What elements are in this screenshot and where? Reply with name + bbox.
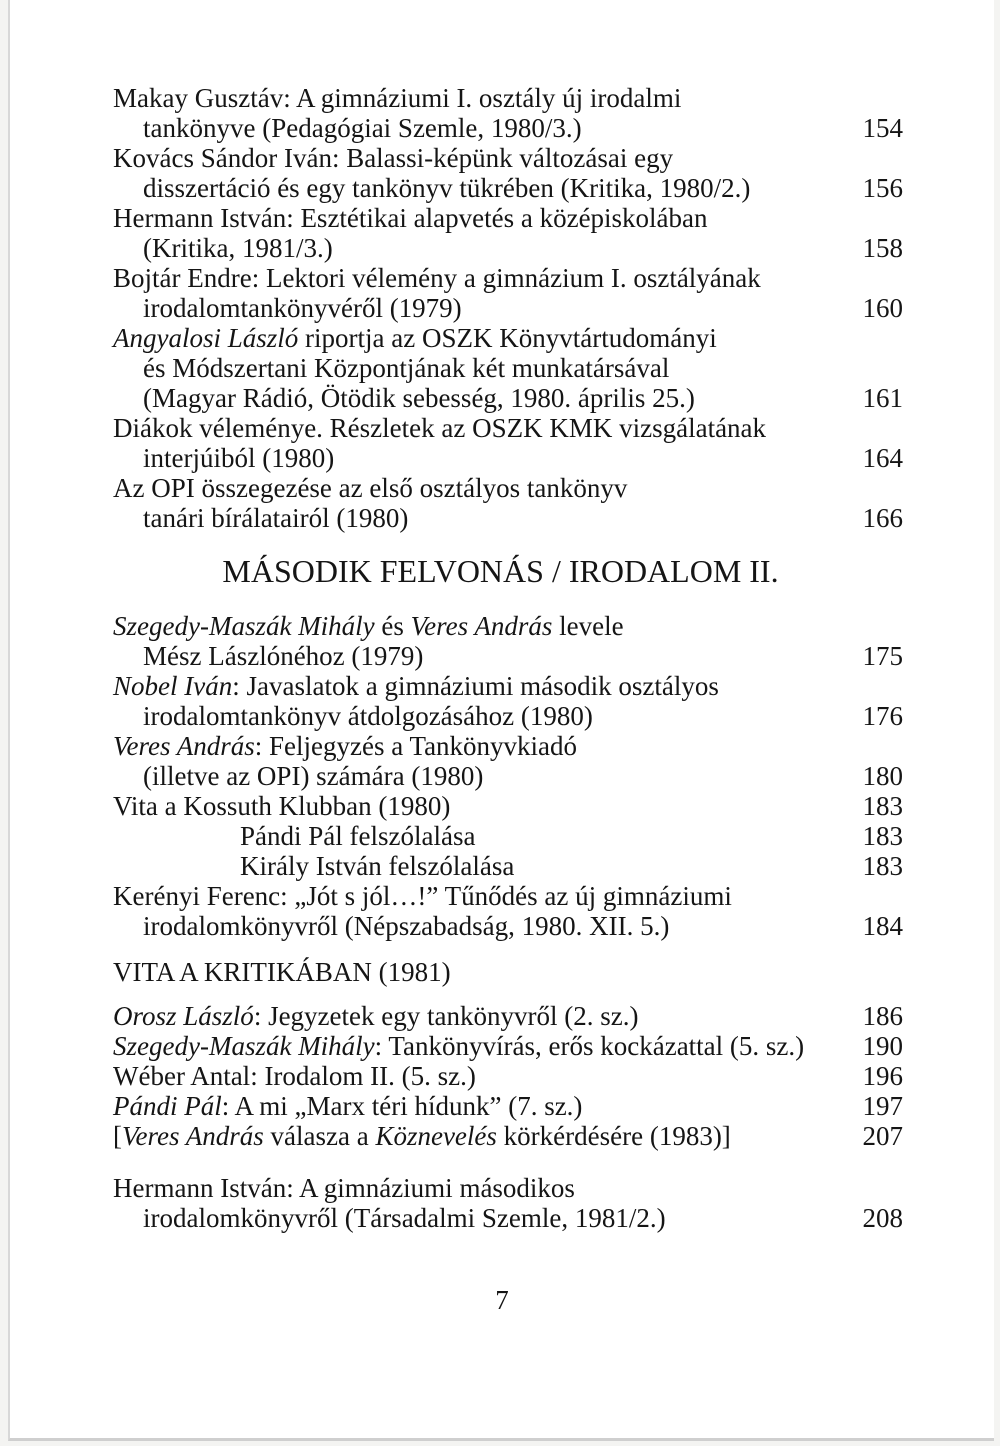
entry-line: irodalomkönyvről (Társadalmi Szemle, 1981/2.) [143,1203,666,1233]
entry-line [113,1031,903,1061]
page-ref: 180 [862,761,903,791]
page-ref: 186 [862,1001,903,1031]
author-name: Veres András [122,1121,264,1151]
page-ref: 154 [862,113,903,143]
entry-line [113,1001,903,1031]
entry-text: levele [552,611,624,641]
toc-entry-opi [113,473,903,533]
entry-text: : Tankönyvírás, erős kockázattal (5. sz.) [374,1031,805,1061]
entry-line [113,611,903,641]
entry-line: és Módszertani Központjának két munkatársával [143,353,670,383]
entry-text: : Javaslatok a gimnáziumi második osztályos [232,671,719,701]
entry-line [113,1121,903,1151]
entry-text: válasza a [263,1121,376,1151]
entry-line: Az OPI összegezése az első osztályos tankönyv [113,473,628,503]
entry-line: irodalomkönyvről (Népszabadság, 1980. XII. 5.) [143,911,670,941]
toc-entry-kiraly-felszolalas [113,851,903,881]
author-name: Pándi Pál [113,1091,222,1121]
page-ref: 156 [862,173,903,203]
entry-line: Hermann István: Esztétikai alapvetés a középiskolában [113,203,708,233]
entry-line: Kovács Sándor Iván: Balassi-képünk változásai egy [113,143,674,173]
entry-line: Wéber Antal: Irodalom II. (5. sz.) [113,1061,476,1091]
subsection-heading: VITA A KRITIKÁBAN (1981) [113,957,451,987]
section-heading: MÁSODIK FELVONÁS / IRODALOM II. [222,553,779,589]
toc-entry-bojtar [113,263,903,323]
toc-entry-weber [113,1061,903,1091]
toc-entry-hermann-esztetikai [113,203,903,263]
entry-line [113,1091,903,1121]
book-page [8,0,994,1441]
author-name: Szegedy-Maszák Mihály [113,1031,375,1061]
entry-line [113,731,903,761]
entry-line: (Kritika, 1981/3.) [143,233,333,263]
author-name: Veres András [113,731,255,761]
author-name: Veres András [410,611,553,641]
author-name: Orosz László [113,1001,254,1031]
entry-line: tankönyve (Pedagógiai Szemle, 1980/3.) [143,113,582,143]
page-ref: 160 [862,293,903,323]
page-ref: 190 [862,1031,903,1061]
toc-entry-pandi-felszolalas [113,821,903,851]
page-ref: 196 [862,1061,903,1091]
entry-line: irodalomtankönyvéről (1979) [143,293,462,323]
entry-line: tanári bírálatairól (1980) [143,503,409,533]
entry-line: Makay Gusztáv: A gimnáziumi I. osztály új irodalmi [113,83,682,113]
page-ref: 183 [862,821,903,851]
journal-name: Köznevelés [375,1121,497,1151]
page-ref: 197 [862,1091,903,1121]
entry-line: (Magyar Rádió, Ötödik sebesség, 1980. április 25.) [143,383,695,413]
entry-text: : Jegyzetek egy tankönyvről (2. sz.) [253,1001,639,1031]
entry-text: körkérdésére (1983)] [496,1121,731,1151]
entry-line: Diákok véleménye. Részletek az OSZK KMK vizsgálatának [113,413,767,443]
entry-text: : Feljegyzés a Tankönyvkiadó [254,731,578,761]
page-ref: 161 [862,383,903,413]
toc-entry-nobel [113,671,903,731]
page-ref: 184 [862,911,903,941]
toc-entry-makay [113,83,903,143]
entry-text: riportja az OSZK Könyvtártudományi [298,323,717,353]
toc-entry-diakok [113,413,903,473]
toc-entry-veres-valasza [113,1121,903,1151]
page-ref: 166 [862,503,903,533]
page-ref: 158 [862,233,903,263]
page-ref: 183 [862,851,903,881]
page-ref: 176 [862,701,903,731]
page-ref: 164 [862,443,903,473]
toc-entry-vita-kossuth [113,791,903,821]
entry-line: Kerényi Ferenc: „Jót s jól…!” Tűnődés az új gimnáziumi [113,881,732,911]
page-ref: 207 [862,1121,903,1151]
entry-line: Király István felszólalása [240,851,515,881]
toc-entry-angyalosi [113,323,903,413]
page-ref: 175 [862,641,903,671]
entry-line: Pándi Pál felszólalása [240,821,476,851]
entry-line [113,671,903,701]
table-of-contents [113,83,903,1233]
toc-entry-hermann-masodikos [113,1173,903,1233]
toc-entry-kerenyi [113,881,903,941]
entry-line: Vita a Kossuth Klubban (1980) [113,791,451,821]
page-ref: 183 [862,791,903,821]
toc-entry-pandi-hidunk [113,1091,903,1121]
author-name: Szegedy-Maszák Mihály [113,611,375,641]
toc-entry-kovacs [113,143,903,203]
author-name: Nobel Iván [113,671,233,701]
page-ref: 208 [862,1203,903,1233]
entry-text: [ [113,1121,122,1151]
entry-line: disszertáció és egy tankönyv tükrében (Kritika, 1980/2.) [143,173,751,203]
toc-entry-szegedy-tankonyviras [113,1031,903,1061]
entry-line: Bojtár Endre: Lektori vélemény a gimnázium I. osztályának [113,263,761,293]
entry-line: Mész Lászlónéhoz (1979) [143,641,424,671]
entry-line: (illetve az OPI) számára (1980) [143,761,484,791]
toc-entry-szegedy-veres-levele [113,611,903,671]
entry-text: és [374,611,411,641]
entry-line [113,323,903,353]
entry-line: Hermann István: A gimnáziumi másodikos [113,1173,575,1203]
entry-text: : A mi „Marx téri hídunk” (7. sz.) [221,1091,583,1121]
entry-line: irodalomtankönyv átdolgozásához (1980) [143,701,593,731]
author-name: Angyalosi László [113,323,299,353]
entry-line: interjúiból (1980) [143,443,335,473]
toc-entry-orosz [113,1001,903,1031]
page-number: 7 [495,1285,509,1315]
toc-entry-veres-feljegyzes [113,731,903,791]
